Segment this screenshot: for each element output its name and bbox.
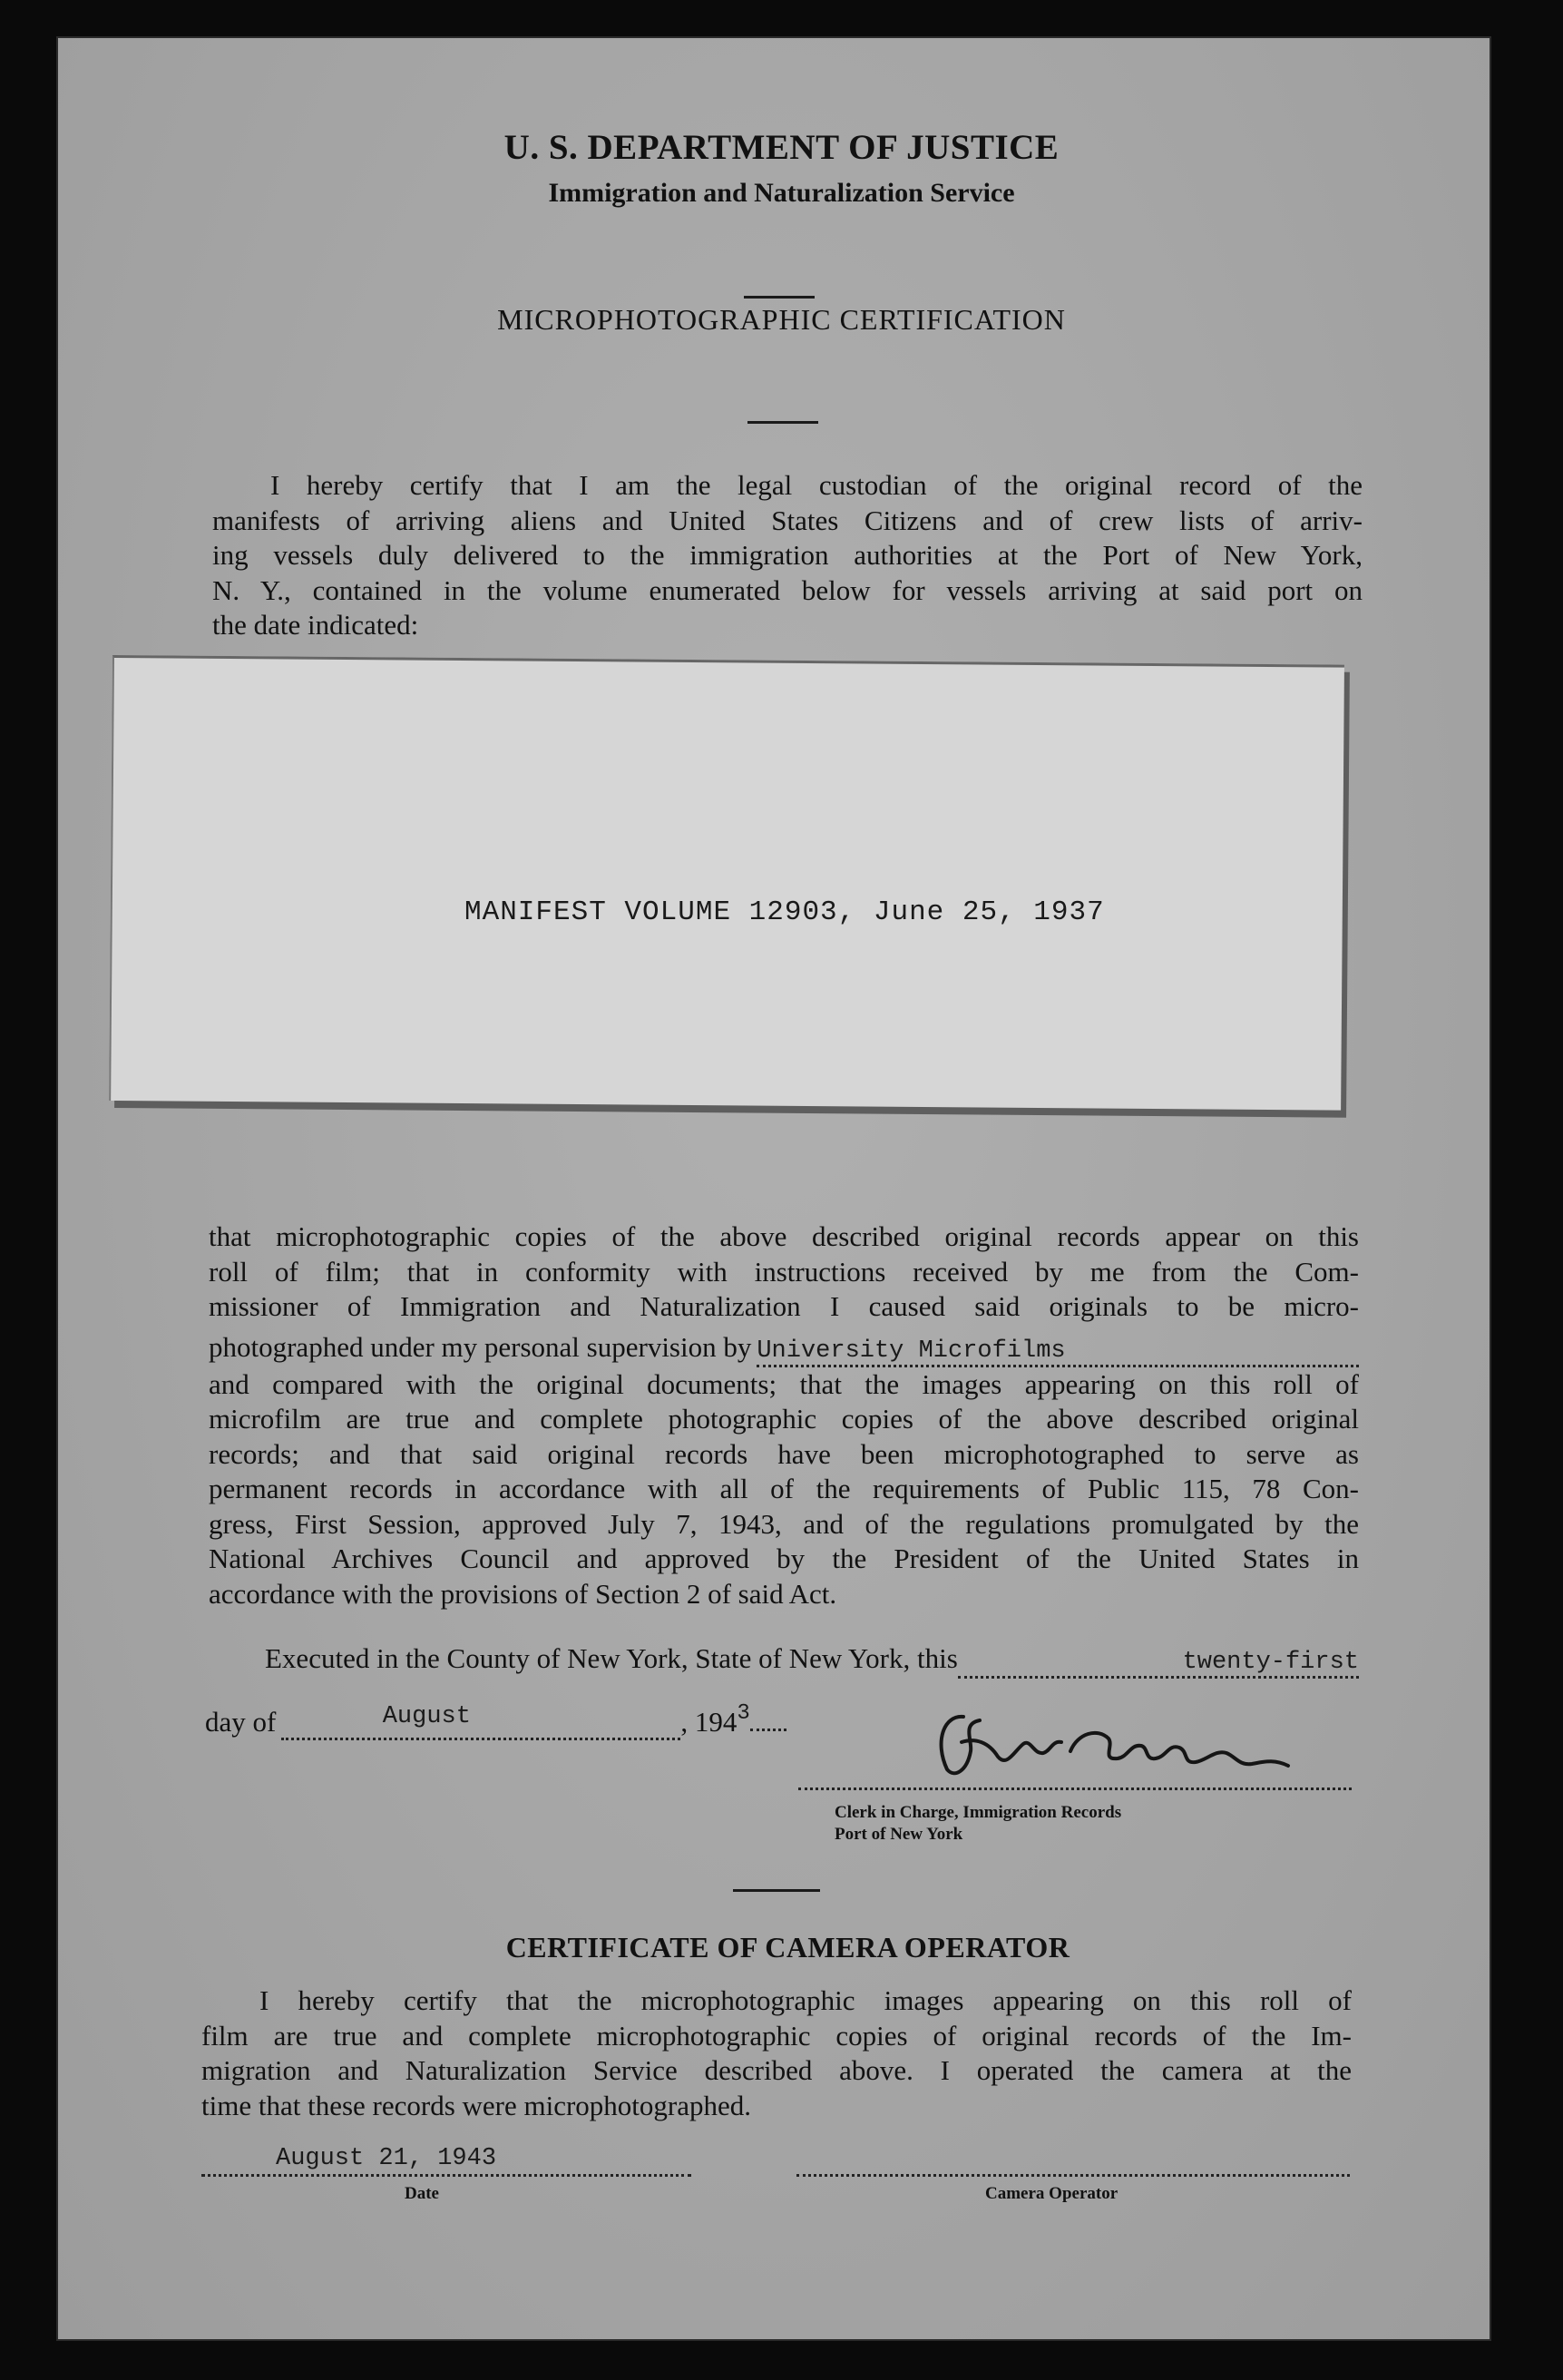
body-line: roll of film; that in conformity with instructions received by me from the Com- xyxy=(209,1255,1359,1288)
department-title: U. S. DEPARTMENT OF JUSTICE xyxy=(503,128,1060,167)
supervision-line xyxy=(209,1330,1359,1367)
camera-operator-paragraph xyxy=(201,1983,1352,2123)
intro-line: manifests of arriving aliens and United States Citizens and of crew lists of arriv- xyxy=(212,504,1363,536)
camera-line: migration and Naturalization Service described above. I operated the camera at the xyxy=(201,2054,1352,2086)
supervision-field xyxy=(757,1334,1359,1367)
body-line: that microphotographic copies of the above described original records appear on this xyxy=(209,1220,1359,1252)
clerk-title xyxy=(835,1802,1121,1846)
month-field xyxy=(281,1703,680,1740)
year-digit: 3 xyxy=(737,1701,750,1726)
clerk-signature-line xyxy=(798,1787,1352,1790)
body-paragraph xyxy=(209,1219,1359,1611)
date-value: August 21, 1943 xyxy=(276,2145,497,2172)
month-value: August xyxy=(382,1703,471,1730)
intro-line: I hereby certify that I am the legal custodian of the original record of the xyxy=(270,469,1363,501)
manifest-volume-text: MANIFEST VOLUME 12903, June 25, 1937 xyxy=(464,896,1105,928)
camera-line: film are true and complete microphotographic copies of original records of the Im- xyxy=(201,2019,1352,2052)
body-line: missioner of Immigration and Naturalization I caused said originals to be micro- xyxy=(209,1290,1359,1322)
clerk-title-line: Clerk in Charge, Immigration Records xyxy=(835,1803,1122,1822)
body-line: records; and that said original records have been microphotographed to serve as xyxy=(209,1437,1359,1470)
divider-2 xyxy=(747,421,818,424)
camera-operator-field xyxy=(796,2147,1350,2177)
day-of-label: day of xyxy=(205,1706,277,1738)
body-line: permanent records in accordance with all of the requirements of Public 115, 78 Con- xyxy=(209,1473,1359,1504)
month-line xyxy=(205,1701,840,1740)
date-label: Date xyxy=(405,2184,439,2203)
body-line: accordance with the provisions of Section 2 of said Act. xyxy=(209,1577,837,1610)
clerk-signature-icon xyxy=(907,1688,1306,1797)
service-subtitle: Immigration and Naturalization Service xyxy=(548,178,1015,208)
camera-operator-heading: CERTIFICATE OF CAMERA OPERATOR xyxy=(505,1931,1070,1964)
body-line: gress, First Session, approved July 7, 1943, and of the regulations promulgated by the xyxy=(209,1507,1359,1540)
camera-line: time that these records were microphotographed. xyxy=(201,2089,751,2121)
intro-line: N. Y., contained in the volume enumerated below for vessels arriving at said port on xyxy=(212,573,1363,606)
body-line: microfilm are true and complete photographic copies of the above described original xyxy=(209,1403,1359,1435)
certification-title: MICROPHOTOGRAPHIC CERTIFICATION xyxy=(497,303,1066,336)
day-field xyxy=(958,1645,1359,1679)
divider-1 xyxy=(744,296,815,299)
day-value: twenty-first xyxy=(1182,1649,1359,1676)
year-trailing-dots xyxy=(750,1729,786,1731)
date-field xyxy=(201,2147,691,2177)
body-line: National Archives Council and approved by the President of the United States in xyxy=(209,1543,1359,1574)
intro-paragraph xyxy=(212,468,1363,643)
body-line: and compared with the original documents; that the images appearing on this roll of xyxy=(209,1367,1359,1400)
intro-line: the date indicated: xyxy=(212,609,419,641)
clerk-title-line: Port of New York xyxy=(835,1825,963,1844)
camera-operator-label: Camera Operator xyxy=(985,2184,1119,2203)
divider-3 xyxy=(733,1889,820,1892)
year-prefix: , 194 xyxy=(680,1706,738,1738)
supervision-prefix: photographed under my personal supervision by xyxy=(209,1330,752,1363)
supervision-value: University Microfilms xyxy=(757,1337,1066,1365)
camera-line: I hereby certify that the microphotographic images appearing on this roll of xyxy=(259,1984,1352,2016)
execution-prefix: Executed in the County of New York, State of New York, this xyxy=(265,1642,958,1674)
intro-line: ing vessels duly delivered to the immigration authorities at the Port of New York, xyxy=(212,539,1363,571)
execution-line xyxy=(265,1642,1359,1679)
record-card xyxy=(109,655,1344,1111)
